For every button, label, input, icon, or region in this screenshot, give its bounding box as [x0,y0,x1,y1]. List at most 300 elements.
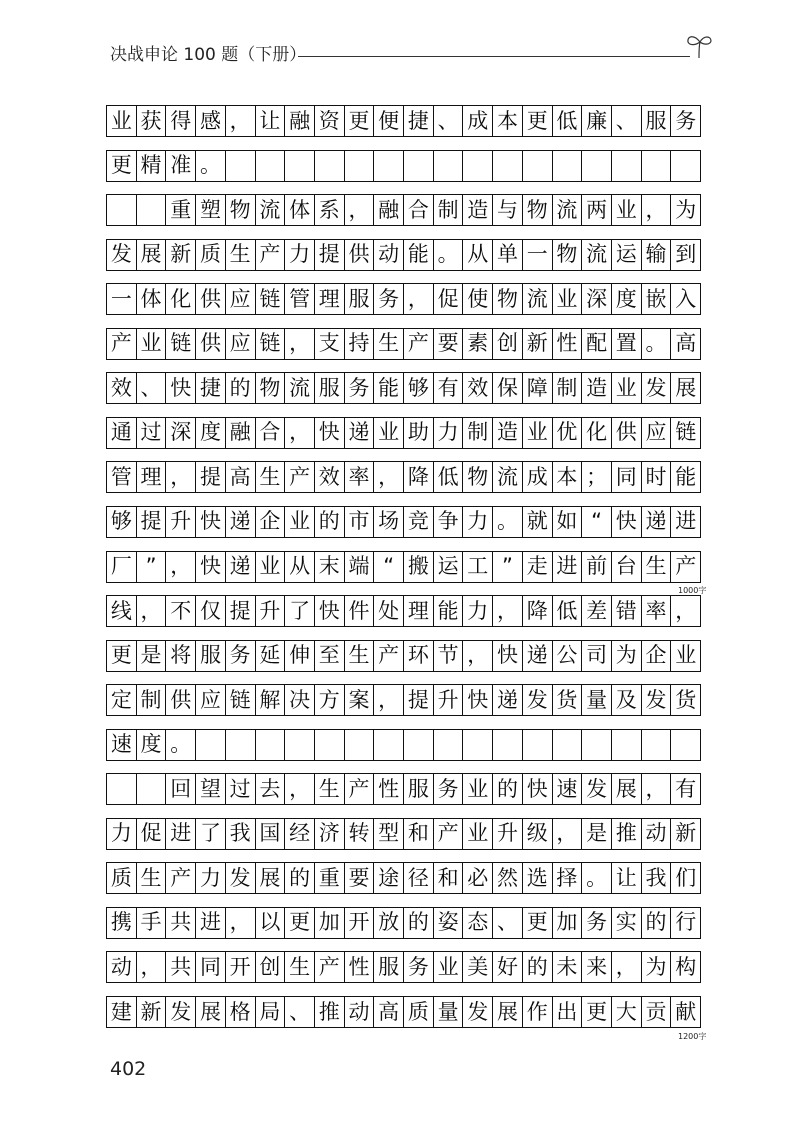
grid-cell: 合 [256,418,286,448]
grid-cell: 成 [463,106,493,136]
grid-cell: 前 [582,552,612,582]
grid-cell: “ [582,507,612,537]
grid-cell: 让 [256,106,286,136]
grid-row [106,996,701,1028]
grid-cell: 提 [404,685,434,715]
grid-cell: 性 [553,329,583,359]
grid-cell: 捷 [404,106,434,136]
grid-cell: 服 [196,641,226,671]
grid-cell: 障 [523,373,553,403]
grid-cell: ” [493,552,523,582]
grid-cell: 提 [196,462,226,492]
grid-cell: 途 [374,863,404,893]
grid-cell: 生 [345,641,375,671]
grid-cell: 流 [256,195,286,225]
grid-cell: 制 [137,685,167,715]
grid-cell: 入 [675,286,697,311]
grid-cell: 从 [285,552,315,582]
grid-cell: 快 [612,507,642,537]
grid-cell: 去 [256,774,286,804]
grid-cell: 物 [226,195,256,225]
grid-cell: 更 [285,908,315,938]
grid-cell [582,730,612,760]
grid-cell [404,151,434,181]
grid-cell: 至 [315,641,345,671]
grid-cell: 高 [675,331,697,356]
grid-cell: 新 [166,240,196,270]
grid-cell: 到 [675,242,697,267]
grid-cell [107,195,137,225]
grid-cell: 同 [196,952,226,982]
grid-cell: 型 [374,819,404,849]
grid-cell: 展 [137,240,167,270]
grid-cell: 应 [196,685,226,715]
grid-cell: 的 [226,373,256,403]
grid-cell: 业 [285,507,315,537]
grid-row [106,506,701,538]
grid-cell [642,730,672,760]
grid-cell: 高 [226,462,256,492]
grid-row [106,417,701,449]
grid-cell: 得 [166,106,196,136]
grid-cell: 便 [374,106,404,136]
grid-cell: 业 [612,373,642,403]
grid-cell: 业 [137,329,167,359]
grid-cell: 将 [166,641,196,671]
grid-cell: 递 [523,641,553,671]
grid-cell: 的 [315,507,345,537]
grid-cell: 流 [523,284,553,314]
grid-cell: ， [675,598,697,623]
grid-row [106,150,701,182]
grid-cell: 企 [256,507,286,537]
grid-cell [434,151,464,181]
grid-cell: 及 [612,685,642,715]
grid-cell: 货 [553,685,583,715]
grid-cell: 体 [285,195,315,225]
grid-cell: 。 [493,507,523,537]
grid-cell: 端 [345,552,375,582]
grid-cell: 低 [553,106,583,136]
grid-cell: 造 [493,418,523,448]
grid-cell: 定 [107,685,137,715]
grid-cell: 业 [374,418,404,448]
grid-cell: 业 [612,195,642,225]
grid-cell: ” [137,552,167,582]
grid-cell: 作 [523,997,553,1027]
grid-cell: 望 [196,774,226,804]
grid-cell: 加 [315,908,345,938]
grid-cell: 发 [582,774,612,804]
grid-cell: 低 [434,462,464,492]
grid-cell: 进 [675,509,697,534]
grid-row [106,283,701,315]
word-count-marker-1000: 1000字 [678,586,707,595]
grid-cell: 链 [226,685,256,715]
grid-cell: 发 [166,997,196,1027]
grid-cell: ， [285,418,315,448]
grid-cell: ， [166,462,196,492]
grid-cell: 解 [256,685,286,715]
grid-cell: 两 [582,195,612,225]
grid-cell: 服 [345,284,375,314]
grid-row [106,239,701,271]
grid-cell: 生 [226,240,256,270]
grid-cell: ， [642,195,672,225]
grid-cell: 效 [463,373,493,403]
grid-cell: ， [137,952,167,982]
grid-cell: 服 [642,106,672,136]
grid-cell: 业 [523,418,553,448]
grid-cell: 运 [434,552,464,582]
grid-cell: 来 [582,952,612,982]
grid-cell: 持 [345,329,375,359]
grid-cell: ， [345,195,375,225]
grid-cell: 行 [675,910,697,935]
grid-cell: 降 [404,462,434,492]
grid-cell: 制 [553,373,583,403]
grid-cell: 性 [374,774,404,804]
grid-cell: 一 [523,240,553,270]
grid-cell: 服 [315,373,345,403]
grid-cell: 力 [434,418,464,448]
grid-cell: 伸 [285,641,315,671]
grid-cell: 嵌 [642,284,672,314]
grid-cell [404,730,434,760]
grid-cell: 务 [226,641,256,671]
grid-cell: 态 [463,908,493,938]
grid-cell: 处 [374,596,404,626]
grid-cell: 要 [434,329,464,359]
grid-cell: 业 [107,106,137,136]
grid-cell [285,151,315,181]
grid-cell: 理 [137,462,167,492]
grid-cell: 服 [404,774,434,804]
grid-row [106,328,701,360]
grid-cell: “ [374,552,404,582]
grid-cell: 手 [137,908,167,938]
grid-cell: 出 [553,997,583,1027]
grid-cell [493,730,523,760]
grid-cell: 生 [315,774,345,804]
grid-cell: ； [582,462,612,492]
grid-cell: 优 [553,418,583,448]
grid-row [106,684,701,716]
grid-cell: 降 [523,596,553,626]
grid-cell: ， [642,774,672,804]
grid-cell: 、 [137,373,167,403]
grid-cell: 一 [107,284,137,314]
grid-cell: 展 [256,863,286,893]
grid-cell: 产 [404,329,434,359]
grid-cell: 方 [315,685,345,715]
grid-cell: ， [612,952,642,982]
grid-cell: 力 [107,819,137,849]
grid-cell: 使 [463,284,493,314]
grid-cell: 更 [582,997,612,1027]
grid-cell: 格 [226,997,256,1027]
grid-cell: 放 [374,908,404,938]
grid-cell: 未 [553,952,583,982]
grid-cell: 如 [553,507,583,537]
grid-cell: 效 [315,462,345,492]
grid-cell: 度 [137,730,167,760]
grid-cell: 务 [345,373,375,403]
grid-cell: 新 [137,997,167,1027]
grid-cell: 我 [226,819,256,849]
grid-cell: 加 [553,908,583,938]
grid-cell: 节 [434,641,464,671]
grid-cell: 推 [315,997,345,1027]
grid-cell: 成 [523,462,553,492]
grid-cell: 、 [285,997,315,1027]
grid-cell: 为 [612,641,642,671]
grid-cell: 链 [256,329,286,359]
grid-cell: 更 [523,106,553,136]
grid-cell: 物 [493,284,523,314]
grid-cell: 重 [315,863,345,893]
grid-row [106,595,701,627]
grid-cell: 和 [434,863,464,893]
grid-cell: 搬 [404,552,434,582]
grid-cell: 。 [434,240,464,270]
grid-cell: 递 [493,685,523,715]
grid-cell: 件 [345,596,375,626]
grid-cell: 有 [434,373,464,403]
grid-cell: 过 [226,774,256,804]
grid-row [106,194,701,226]
grid-cell: 提 [226,596,256,626]
grid-cell: 度 [196,418,226,448]
grid-cell: 产 [434,819,464,849]
grid-cell: 环 [404,641,434,671]
grid-cell: 本 [553,462,583,492]
grid-cell: 塑 [196,195,226,225]
grid-cell: 是 [137,641,167,671]
grid-cell: 了 [196,819,226,849]
grid-cell: 更 [523,908,553,938]
grid-cell: 够 [107,507,137,537]
grid-cell [315,730,345,760]
grid-cell: 力 [463,507,493,537]
grid-cell: 、 [493,908,523,938]
grid-cell: 质 [404,997,434,1027]
grid-cell: 展 [493,997,523,1027]
grid-cell: 递 [345,418,375,448]
grid-cell [374,730,404,760]
grid-cell: 共 [166,908,196,938]
grid-cell: 好 [493,952,523,982]
grid-cell: 产 [256,240,286,270]
grid-cell: 业 [553,284,583,314]
grid-cell: 构 [675,954,697,979]
grid-cell: 助 [404,418,434,448]
grid-row [106,551,701,583]
grid-cell: 的 [404,908,434,938]
grid-cell: 单 [493,240,523,270]
grid-cell: 从 [463,240,493,270]
grid-cell: 展 [675,375,697,400]
grid-cell: 产 [315,952,345,982]
grid-cell: 快 [315,418,345,448]
grid-cell: 链 [166,329,196,359]
grid-cell [196,730,226,760]
grid-cell: 末 [315,552,345,582]
grid-cell: ， [374,462,404,492]
grid-cell: 务 [374,284,404,314]
header-rule [298,56,690,57]
sprout-icon [684,30,714,60]
grid-row [106,818,701,850]
grid-cell: 业 [256,552,286,582]
grid-cell: 快 [196,552,226,582]
grid-cell: 产 [166,863,196,893]
grid-cell: 物 [523,195,553,225]
grid-cell: 进 [196,908,226,938]
grid-cell: 回 [166,774,196,804]
grid-cell: 局 [256,997,286,1027]
grid-cell [523,151,553,181]
grid-cell: 不 [166,596,196,626]
grid-cell: 服 [374,952,404,982]
grid-cell: 快 [463,685,493,715]
grid-cell: ， [285,329,315,359]
grid-cell: 建 [107,997,137,1027]
grid-cell: ， [226,908,256,938]
grid-cell: 的 [493,774,523,804]
grid-cell: 差 [582,596,612,626]
grid-cell: 了 [285,596,315,626]
grid-row [106,729,701,761]
grid-cell: 发 [642,685,672,715]
grid-cell: 企 [642,641,672,671]
grid-row [106,907,701,939]
grid-cell: 开 [345,908,375,938]
grid-cell [523,730,553,760]
book-header-title: 决战申论 100 题（下册） [110,45,307,65]
grid-cell: 更 [345,106,375,136]
grid-cell: 更 [107,641,137,671]
grid-cell: 新 [523,329,553,359]
grid-cell: 新 [675,821,697,846]
grid-cell [463,151,493,181]
grid-cell: 合 [404,195,434,225]
grid-cell: 贡 [642,997,672,1027]
grid-cell: 台 [612,552,642,582]
grid-cell: 创 [493,329,523,359]
grid-cell: 国 [256,819,286,849]
grid-cell: 应 [642,418,672,448]
grid-row [106,105,701,137]
grid-cell: 量 [582,685,612,715]
grid-cell: 融 [285,106,315,136]
grid-cell: 争 [434,507,464,537]
grid-cell: 制 [463,418,493,448]
grid-cell: 时 [642,462,672,492]
grid-cell: 化 [166,284,196,314]
grid-cell: 发 [642,373,672,403]
grid-cell: 供 [612,418,642,448]
grid-cell: 业 [463,819,493,849]
grid-cell: ， [553,819,583,849]
word-count-marker-1200: 1200字 [678,1032,707,1041]
grid-cell [345,151,375,181]
grid-row [106,640,701,672]
grid-cell: 理 [315,284,345,314]
grid-cell: 产 [345,774,375,804]
grid-cell: 务 [404,952,434,982]
grid-cell: 以 [256,908,286,938]
grid-cell: 管 [285,284,315,314]
grid-cell: 升 [434,685,464,715]
grid-cell: 携 [107,908,137,938]
grid-cell: 径 [404,863,434,893]
grid-cell: 应 [226,329,256,359]
grid-cell [493,151,523,181]
grid-cell: 融 [374,195,404,225]
grid-cell: 共 [166,952,196,982]
grid-cell: 输 [642,240,672,270]
grid-row [106,862,701,894]
grid-cell [226,730,256,760]
grid-cell: ， [285,774,315,804]
grid-cell: 升 [166,507,196,537]
grid-cell: 务 [434,774,464,804]
grid-cell: 升 [493,819,523,849]
grid-cell: 率 [345,462,375,492]
grid-cell: 生 [285,952,315,982]
grid-cell: 级 [523,819,553,849]
grid-cell: 转 [345,819,375,849]
grid-cell: 创 [256,952,286,982]
grid-cell: 展 [196,997,226,1027]
grid-cell: 。 [642,329,672,359]
grid-cell: 发 [463,997,493,1027]
grid-cell: 量 [434,997,464,1027]
grid-cell: 流 [553,195,583,225]
grid-cell [463,730,493,760]
grid-cell: 运 [612,240,642,270]
grid-cell: 性 [345,952,375,982]
grid-cell: 够 [404,373,434,403]
grid-cell: 开 [226,952,256,982]
grid-cell: 有 [675,776,697,801]
grid-cell: 们 [675,865,697,890]
grid-cell: 、 [612,106,642,136]
grid-cell: ， [463,641,493,671]
grid-cell: 管 [107,462,137,492]
grid-cell: 动 [107,952,137,982]
grid-cell: 供 [196,284,226,314]
grid-cell: 促 [137,819,167,849]
grid-cell: 体 [137,284,167,314]
grid-row [106,773,701,805]
grid-cell: 链 [256,284,286,314]
grid-cell [553,151,583,181]
grid-cell: 展 [612,774,642,804]
grid-cell [671,730,700,760]
grid-cell [553,730,583,760]
grid-cell: 进 [166,819,196,849]
grid-cell: 走 [523,552,553,582]
grid-cell: 要 [345,863,375,893]
grid-cell: 感 [196,106,226,136]
grid-cell: 竞 [404,507,434,537]
grid-cell: 生 [642,552,672,582]
grid-cell: 能 [675,464,697,489]
grid-cell: 动 [642,819,672,849]
grid-cell [434,730,464,760]
